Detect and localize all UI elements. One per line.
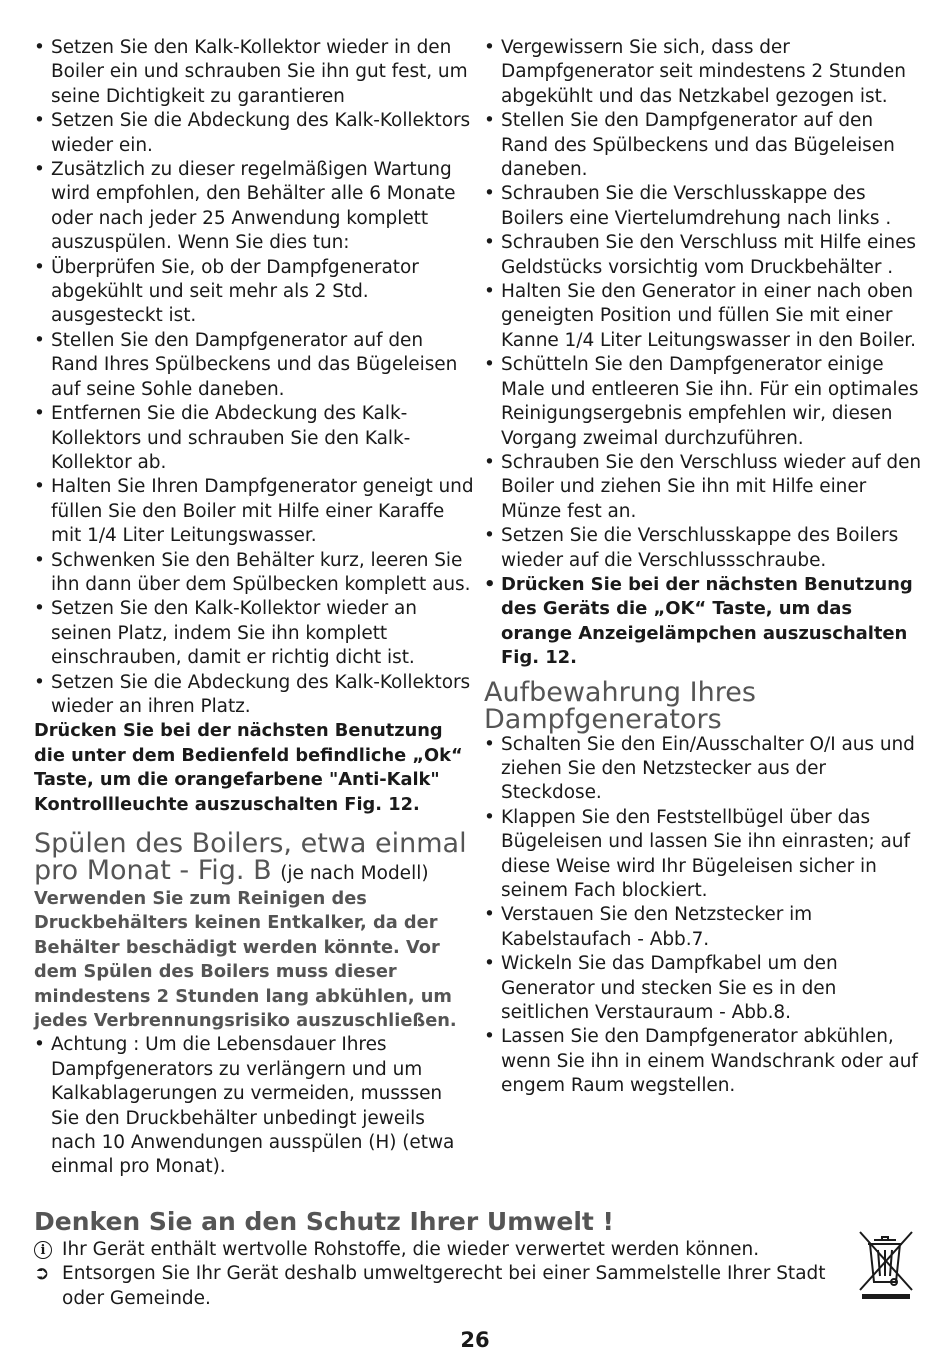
list-item: • Zusätzlich zu dieser regelmäßigen Wartung wird empfohlen, den Behälter alle 6 Monate oder nach jeder 25 Anwendung komplett auszuspülen. Wenn Sie dies tun:: [34, 158, 474, 256]
list-item: • Schrauben Sie den Verschluss mit Hilfe eines Geldstücks vorsichtig vom Druckbehälter .: [484, 231, 924, 280]
arrow-icon: ➲: [34, 1263, 50, 1285]
list-item: • Halten Sie den Generator in einer nach oben geneigten Position und füllen Sie mit einer Kanne 1/4 Liter Leitungswasser in den Boiler.: [484, 280, 924, 353]
section-title-text: Spülen des Boilers, etwa einmal pro Monat - Fig. B: [34, 828, 467, 886]
right-column: [484, 36, 924, 1099]
info-text: Ihr Gerät enthält wertvolle Rohstoffe, die wieder verwertet werden können.: [62, 1239, 760, 1260]
list-item: • Setzen Sie den Kalk-Kollektor wieder an seinen Platz, indem Sie ihn komplett einschrauben, damit er richtig dicht ist.: [34, 597, 474, 670]
list-item: • Klappen Sie den Feststellbügel über das Bügeleisen und lassen Sie ihn einrasten; auf diese Weise wird Ihr Bügeleisen sicher in seinem Fach blockiert.: [484, 806, 924, 904]
environment-section: [34, 1206, 924, 1311]
list-item-bold: • Drücken Sie bei der nächsten Benutzung des Geräts die „OK“ Taste, um das orange Anzeigelämpchen auszuschalten Fig. 12.: [484, 573, 924, 671]
list-item: • Schrauben Sie den Verschluss wieder auf den Boiler und ziehen Sie ihn mit Hilfe einer Münze fest an.: [484, 451, 924, 524]
left-column: [34, 36, 474, 1180]
info-line: [34, 1238, 862, 1262]
warning-paragraph: Verwenden Sie zum Reinigen des Druckbehälters keinen Entkalker, da der Behälter beschädigt werden könnte. Vor dem Spülen des Boilers muss dieser mindestens 2 Stunden lang abkühlen, um jedes Verbrennungsrisiko auszuschließen.: [34, 888, 457, 1032]
section-title-storage: Aufbewahrung Ihres Dampfgenerators: [484, 676, 756, 735]
list-item: • Stellen Sie den Dampfgenerator auf den Rand des Spülbeckens und das Bügeleisen daneben.: [484, 109, 924, 182]
list-item: • Achtung : Um die Lebensdauer Ihres Dampfgenerators zu verlängern und um Kalkablagerungen zu vermeiden, musssen Sie den Druckbehälter unbedingt jeweils nach 10 Anwendungen ausspülen (H) (etwa einmal pro Monat).: [34, 1033, 474, 1179]
list-item: • Setzen Sie den Kalk-Kollektor wieder in den Boiler ein und schrauben Sie ihn gut fest, um seine Dichtigkeit zu garantieren: [34, 36, 474, 109]
list-item: • Wickeln Sie das Dampfkabel um den Generator und stecken Sie es in den seitlichen Verstauraum - Abb.8.: [484, 952, 924, 1025]
list-item: • Halten Sie Ihren Dampfgenerator geneigt und füllen Sie den Boiler mit Hilfe einer Karaffe mit 1/4 Liter Leitungswasser.: [34, 475, 474, 548]
list-item: • Verstauen Sie den Netzstecker im Kabelstaufach - Abb.7.: [484, 903, 924, 952]
bullet-list: [34, 1033, 474, 1179]
bullet-list: [484, 733, 924, 1099]
list-item: • Schütteln Sie den Dampfgenerator einige Male und entleeren Sie ihn. Für ein optimales Reinigungsergebnis empfehlen wir, diesen Vorgang zweimal durchzuführen.: [484, 353, 924, 451]
list-item: • Schwenken Sie den Behälter kurz, leeren Sie ihn dann über dem Spülbecken komplett aus.: [34, 549, 474, 598]
page-number: 26: [460, 1328, 490, 1352]
crossed-out-wheelie-bin-icon: [856, 1226, 916, 1300]
arrow-line: [34, 1262, 862, 1311]
arrow-text: Entsorgen Sie Ihr Gerät deshalb umweltgerecht bei einer Sammelstelle Ihrer Stadt oder Gemeinde.: [62, 1263, 826, 1309]
list-item: • Setzen Sie die Abdeckung des Kalk-Kollektors wieder ein.: [34, 109, 474, 158]
list-item: • Lassen Sie den Dampfgenerator abkühlen, wenn Sie ihn in einem Wandschrank oder auf engem Raum wegstellen.: [484, 1025, 924, 1098]
bullet-list: [34, 36, 474, 719]
info-icon: i: [34, 1241, 52, 1259]
list-item: • Entfernen Sie die Abdeckung des Kalk-Kollektors und schrauben Sie den Kalk-Kollektor ab.: [34, 402, 474, 475]
ok-button-instruction: Drücken Sie bei der nächsten Benutzung die unter dem Bedienfeld befindliche „Ok“ Taste, um die orangefarbene "Anti-Kalk" Kontrollleuchte auszuschalten Fig. 12.: [34, 720, 463, 815]
list-item: • Schalten Sie den Ein/Ausschalter O/I aus und ziehen Sie den Netzstecker aus der Steckdose.: [484, 733, 924, 806]
bullet-list: [484, 36, 924, 671]
environment-title: Denken Sie an den Schutz Ihrer Umwelt !: [34, 1207, 614, 1236]
list-item: • Schrauben Sie die Verschlusskappe des Boilers eine Viertelumdrehung nach links .: [484, 182, 924, 231]
list-item: • Setzen Sie die Verschlusskappe des Boilers wieder auf die Verschlussschraube.: [484, 524, 924, 573]
list-item: • Vergewissern Sie sich, dass der Dampfgenerator seit mindestens 2 Stunden abgekühlt und das Netzkabel gezogen ist.: [484, 36, 924, 109]
section-title-boiler-rinse: [34, 830, 474, 887]
list-item: • Setzen Sie die Abdeckung des Kalk-Kollektors wieder an ihren Platz.: [34, 671, 474, 720]
list-item: • Stellen Sie den Dampfgenerator auf den Rand Ihres Spülbeckens und das Bügeleisen auf seine Sohle daneben.: [34, 329, 474, 402]
list-item: • Überprüfen Sie, ob der Dampfgenerator abgekühlt und seit mehr als 2 Std. ausgesteckt ist.: [34, 256, 474, 329]
section-note: (je nach Modell): [280, 863, 429, 884]
